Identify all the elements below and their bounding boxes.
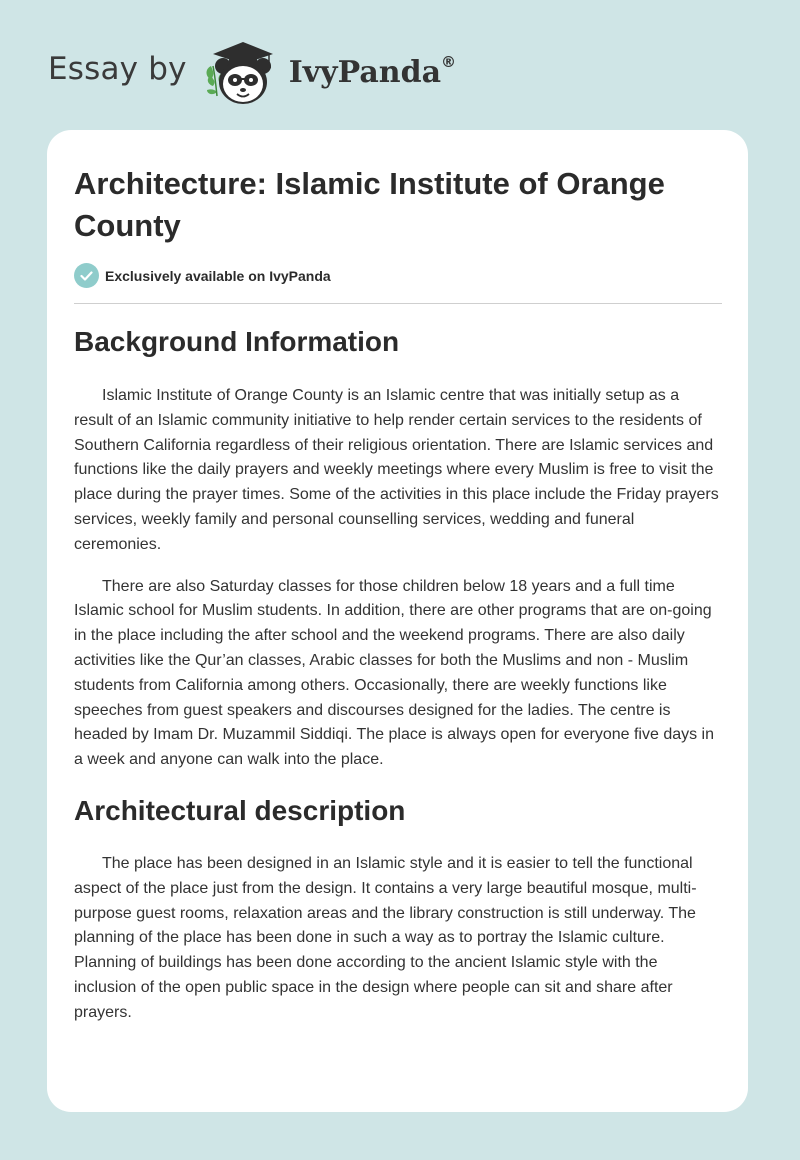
paragraph: Islamic Institute of Orange County is an Islamic centre that was initially setup as a result of an Islamic community initiative to help render certain services to the residents of Southern California regardless of their religious orientation. There are Islamic services and functions like the daily prayers and weekly meetings where every Muslim is free to visit the place during the prayer times. Some of the activities in this place include the Friday prayers services, weekly family and personal counselling services, wedding and funeral ceremonies. [74, 387, 719, 553]
exclusive-label: Exclusively available on IvyPanda [105, 267, 331, 284]
exclusive-badge [74, 263, 331, 288]
essay-by-label: Essay by [48, 51, 187, 87]
paragraph: The place has been designed in an Islamic style and it is easier to tell the functional aspect of the place just from the design. It contains a very large beautiful mosque, multi-purpose guest rooms, relaxation areas and the library construction is still underway. The planning of the place has been done in such a way as to portray the Islamic culture. Planning of buildings has been done according to the ancient Islamic style with the inclusion of the open public space in the design where people can sit and share after prayers. [74, 854, 697, 1021]
brand-text: IvyPanda [288, 54, 442, 90]
check-circle-icon [74, 263, 99, 288]
essay-card [47, 130, 748, 1112]
brand-name[interactable] [288, 52, 457, 90]
essay-body [74, 324, 722, 1026]
paragraph: There are also Saturday classes for those children below 18 years and a full time Islamic school for Muslim students. In addition, there are other programs that are on-going in the place including the after school and the weekend programs. There are also daily activities like the Qur’an classes, Arabic classes for both the Muslims and non - Muslim students from California among others. Occasionally, there are weekly functions like speeches from guest speakers and discourses designed for the ladies. The centre is headed by Imam Dr. Muzammil Siddiqi. The place is always open for everyone five days in a week and anyone can walk into the place. [74, 577, 715, 769]
section-heading: Background Information [74, 326, 400, 357]
section-heading: Architectural description [74, 794, 406, 826]
panda-logo-icon[interactable] [201, 36, 285, 108]
essay-title: Architecture: Islamic Institute of Orange County [74, 166, 665, 243]
site-header [48, 36, 456, 108]
registered-mark: ® [441, 52, 457, 71]
divider [74, 303, 722, 304]
